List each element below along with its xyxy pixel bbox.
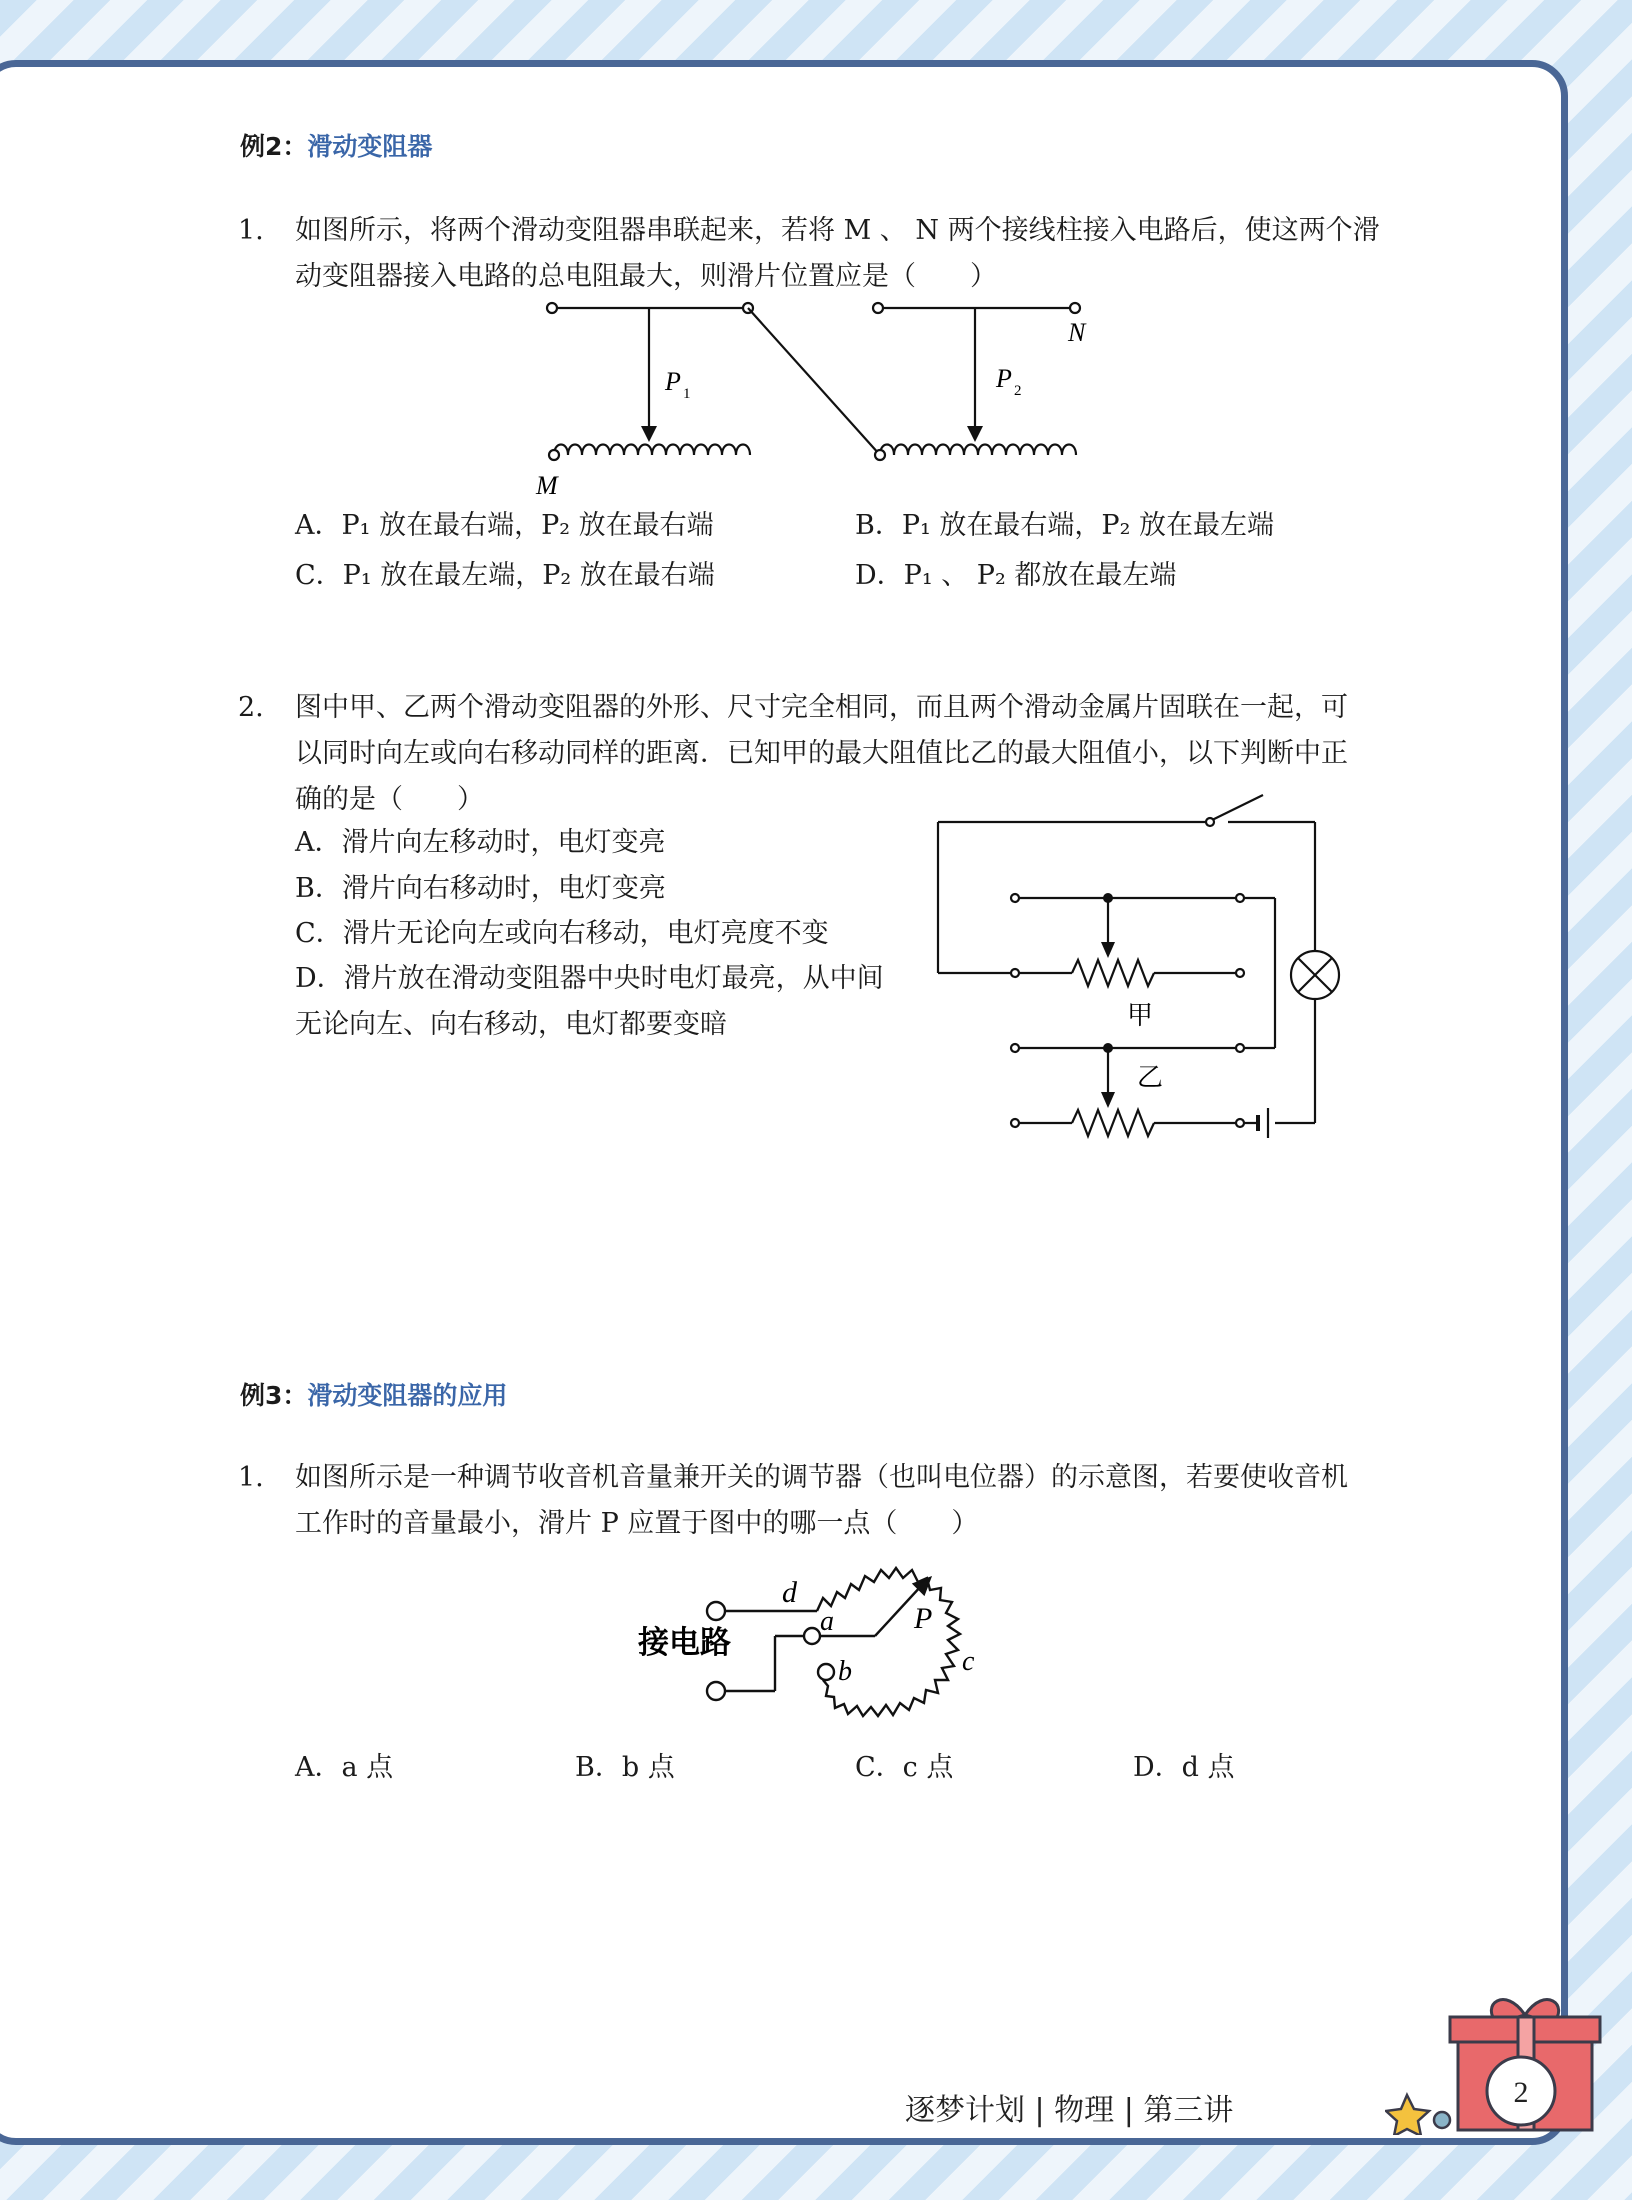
example2-title: 滑动变阻器 [307, 132, 433, 161]
ex3-option-b: B．b 点 [575, 1752, 675, 1783]
gift-box-icon [1385, 1985, 1605, 2135]
ex3-label-circuit: 接电路 [638, 1625, 731, 1660]
q1-label-p1-sub: 1 [683, 386, 691, 402]
q1-label-n: N [1068, 318, 1086, 347]
q1-line1: 如图所示，将两个滑动变阻器串联起来，若将 M 、 N 两个接线柱接入电路后，使这两个滑 [295, 215, 1380, 246]
q1-terminal-right-top [873, 303, 883, 313]
q1-label-p2: P [996, 364, 1012, 393]
q2-line3: 确的是（ ） [295, 784, 484, 815]
q1-label-p2-sub: 2 [1014, 383, 1022, 399]
ex3-terminal-b [818, 1664, 834, 1680]
footer-text: 逐梦计划 | 物理 | 第三讲 [905, 2093, 1234, 2128]
example2-label: 例2： [240, 132, 308, 161]
q2-switch-blade [1208, 795, 1263, 822]
q1-option-c: C．P₁ 放在最左端，P₂ 放在最右端 [295, 560, 715, 591]
page-number: 2 [1513, 2076, 1529, 2109]
ex3-q1-text [295, 1455, 1405, 1547]
q1-label-m: M [536, 471, 558, 500]
q1-coil-left [554, 445, 750, 456]
ex3-terminal-bottom [707, 1682, 725, 1700]
ex3-q1-number: 1. [238, 1462, 264, 1493]
q2-label-jia: 甲 [1127, 1001, 1154, 1030]
ex3-label-d: d [782, 1576, 797, 1609]
ex3-label-p: P [914, 1602, 933, 1635]
q1-arrow-p1 [641, 426, 657, 442]
q1-terminal-coil-right [875, 450, 885, 460]
ex3-label-c: c [962, 1646, 975, 1677]
ex3-potentiometer-figure [630, 1540, 1010, 1750]
example3-heading [240, 1376, 507, 1412]
q1-connecting-wire [748, 308, 880, 455]
q1-coil-right [880, 445, 1076, 456]
ex3-label-b: b [838, 1656, 852, 1687]
ball-icon [1434, 2112, 1450, 2128]
q2-option-a: A．滑片向左移动时，电灯变亮 [295, 827, 666, 858]
ex3-option-d: D．d 点 [1133, 1752, 1235, 1783]
example3-label: 例3： [240, 1381, 308, 1410]
q1-terminal-n [1070, 303, 1080, 313]
q1-option-b: B．P₁ 放在最右端，P₂ 放在最左端 [855, 510, 1274, 541]
example3-title: 滑动变阻器的应用 [307, 1381, 508, 1410]
q2-label-yi: 乙 [1137, 1063, 1164, 1092]
q1-text [295, 208, 1405, 300]
q2-yi-resistor [1072, 1110, 1154, 1136]
q1-option-a: A．P₁ 放在最右端，P₂ 放在最右端 [295, 510, 714, 541]
ex3-label-a: a [820, 1606, 834, 1637]
ex3-terminal-a [804, 1628, 820, 1644]
ex3-resistive-track [817, 1568, 960, 1716]
ex3-q1-line2: 工作时的音量最小，滑片 P 应置于图中的哪一点（ ） [295, 1508, 979, 1539]
q2-option-d-line2: 无论向左、向右移动，电灯都要变暗 [295, 1009, 727, 1040]
q1-terminal-m [549, 450, 559, 460]
ex3-terminal-top [707, 1602, 725, 1620]
q1-label-p1: P [665, 367, 681, 396]
star-icon [1386, 2095, 1429, 2135]
q2-option-c: C．滑片无论向左或向右移动，电灯亮度不变 [295, 918, 829, 949]
q2-jia-resistor [1072, 960, 1154, 986]
q2-line1: 图中甲、乙两个滑动变阻器的外形、尺寸完全相同，而且两个滑动金属片固联在一起，可 [295, 692, 1348, 723]
q2-number: 2. [238, 692, 264, 723]
q1-number: 1. [238, 215, 264, 246]
q2-line2: 以同时向左或向右移动同样的距离．已知甲的最大阻值比乙的最大阻值小，以下判断中正 [295, 738, 1348, 769]
q1-line2: 动变阻器接入电路的总电阻最大，则滑片位置应是（ ） [295, 261, 997, 292]
example2-heading [240, 127, 432, 163]
q1-rheostat-figure [520, 290, 1120, 505]
ex3-q1-line1: 如图所示是一种调节收音机音量兼开关的调节器（也叫电位器）的示意图，若要使收音机 [295, 1462, 1348, 1493]
q2-option-d-line1: D．滑片放在滑动变阻器中央时电灯最亮，从中间 [295, 963, 884, 994]
q2-option-b: B．滑片向右移动时，电灯变亮 [295, 873, 666, 904]
ex3-option-a: A．a 点 [295, 1752, 394, 1783]
ex3-option-c: C．c 点 [855, 1752, 954, 1783]
q1-option-d: D．P₁ 、 P₂ 都放在最左端 [855, 560, 1177, 591]
q1-terminal-left-top [547, 303, 557, 313]
q2-circuit-figure [930, 790, 1350, 1160]
q1-arrow-p2 [967, 426, 983, 442]
